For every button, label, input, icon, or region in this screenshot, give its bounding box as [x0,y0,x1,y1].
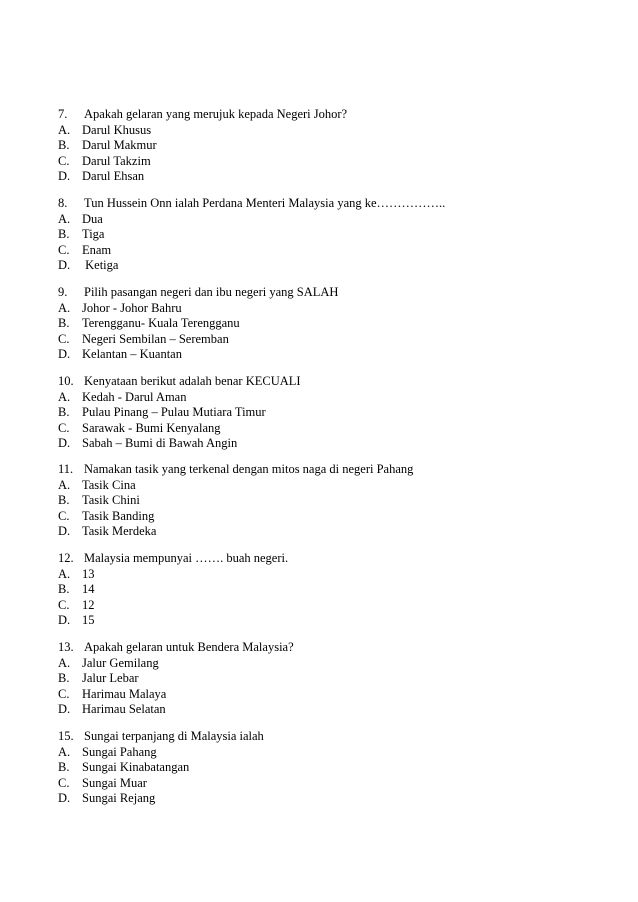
option-b [58,671,618,687]
option-text: Enam [82,242,112,257]
option-text: Pulau Pinang – Pulau Mutiara Timur [82,405,266,419]
option-text: Dua [82,211,103,226]
option-text: Ketiga [82,258,119,272]
option-text: Darul Khusus [82,122,152,137]
question-stem [58,462,618,478]
question-stem [58,285,618,301]
option-d [58,169,618,185]
option-a [58,567,618,583]
option-c [58,509,618,525]
option-text: Sungai Rejang [82,791,156,805]
question-number: 7. [58,107,68,121]
option-letter: D. [58,258,71,272]
question-13 [58,640,618,718]
question-text: Namakan tasik yang terkenal dengan mitos naga di negeri Pahang [84,462,414,476]
option-text: Darul Takzim [82,153,151,168]
option-letter: A. [58,389,71,404]
question-stem [58,729,618,745]
option-letter: C. [58,420,70,435]
question-number: 10. [58,374,74,388]
question-stem [58,640,618,656]
option-b [58,760,618,776]
option-b [58,138,618,154]
question-10 [58,374,618,452]
option-c [58,598,618,614]
question-text: Apakah gelaran untuk Bendera Malaysia? [84,640,294,654]
option-c [58,421,618,437]
question-11 [58,462,618,540]
option-text: 15 [82,613,95,627]
question-number: 9. [58,285,68,299]
option-letter: D. [58,347,71,361]
option-d [58,791,618,807]
option-text: Tasik Cina [82,477,136,492]
question-text: Tun Hussein Onn ialah Perdana Menteri Malaysia yang ke…………….. [84,196,446,210]
option-text: Sungai Kinabatangan [82,760,190,774]
option-b [58,582,618,598]
option-a [58,745,618,761]
option-letter: D. [58,436,71,450]
option-c [58,154,618,170]
option-c [58,687,618,703]
option-letter: A. [58,211,71,226]
option-letter: B. [58,316,70,330]
option-a [58,123,618,139]
option-letter: B. [58,405,70,419]
question-stem [58,107,618,123]
option-text: Kedah - Darul Aman [82,389,187,404]
option-letter: D. [58,702,71,716]
option-c [58,243,618,259]
option-text: Harimau Malaya [82,686,167,701]
option-c [58,776,618,792]
option-text: Kelantan – Kuantan [82,347,182,361]
option-letter: D. [58,169,71,183]
option-a [58,478,618,494]
option-letter: C. [58,775,70,790]
question-text: Apakah gelaran yang merujuk kepada Negeri Johor? [84,107,348,121]
option-text: Tiga [82,227,105,241]
question-8 [58,196,618,274]
option-text: Tasik Banding [82,508,155,523]
option-d [58,347,618,363]
option-b [58,405,618,421]
option-letter: A. [58,122,71,137]
option-text: Terengganu- Kuala Terengganu [82,316,240,330]
question-number: 15. [58,729,74,743]
option-b [58,316,618,332]
option-letter: B. [58,760,70,774]
option-a [58,390,618,406]
option-b [58,227,618,243]
option-letter: B. [58,227,70,241]
option-letter: C. [58,508,70,523]
option-text: Jalur Gemilang [82,655,159,670]
option-letter: D. [58,613,71,627]
question-number: 11. [58,462,74,476]
option-a [58,656,618,672]
option-d [58,524,618,540]
option-c [58,332,618,348]
option-text: Harimau Selatan [82,702,166,716]
option-letter: A. [58,566,71,581]
option-text: 14 [82,582,95,596]
option-text: 13 [82,566,95,581]
question-9 [58,285,618,363]
option-letter: C. [58,153,70,168]
option-text: Darul Makmur [82,138,157,152]
option-text: Jalur Lebar [82,671,139,685]
option-letter: C. [58,331,70,346]
option-letter: C. [58,597,70,612]
question-number: 12. [58,551,74,565]
option-letter: C. [58,686,70,701]
option-letter: B. [58,671,70,685]
question-15 [58,729,618,807]
question-number: 13. [58,640,74,654]
question-number: 8. [58,196,68,210]
option-letter: B. [58,582,70,596]
option-letter: D. [58,791,71,805]
option-text: Johor - Johor Bahru [82,300,182,315]
option-a [58,301,618,317]
option-d [58,613,618,629]
option-text: Sabah – Bumi di Bawah Angin [82,436,238,450]
question-7 [58,107,618,185]
question-stem [58,374,618,390]
option-d [58,258,618,274]
option-letter: A. [58,300,71,315]
option-d [58,702,618,718]
option-text: Sungai Pahang [82,744,157,759]
question-12 [58,551,618,629]
option-letter: C. [58,242,70,257]
option-letter: D. [58,524,71,538]
question-stem [58,196,618,212]
option-text: Sarawak - Bumi Kenyalang [82,420,221,435]
option-text: 12 [82,597,95,612]
question-text: Kenyataan berikut adalah benar KECUALI [84,374,301,388]
option-letter: B. [58,493,70,507]
option-text: Sungai Muar [82,775,147,790]
option-text: Tasik Chini [82,493,140,507]
question-stem [58,551,618,567]
option-d [58,436,618,452]
option-letter: A. [58,477,71,492]
option-a [58,212,618,228]
option-letter: A. [58,655,71,670]
option-b [58,493,618,509]
question-text: Sungai terpanjang di Malaysia ialah [84,729,264,743]
option-text: Tasik Merdeka [82,524,157,538]
question-text: Pilih pasangan negeri dan ibu negeri yang SALAH [84,285,339,299]
option-letter: B. [58,138,70,152]
option-letter: A. [58,744,71,759]
option-text: Darul Ehsan [82,169,145,183]
question-text: Malaysia mempunyai ……. buah negeri. [84,551,289,565]
option-text: Negeri Sembilan – Seremban [82,331,229,346]
